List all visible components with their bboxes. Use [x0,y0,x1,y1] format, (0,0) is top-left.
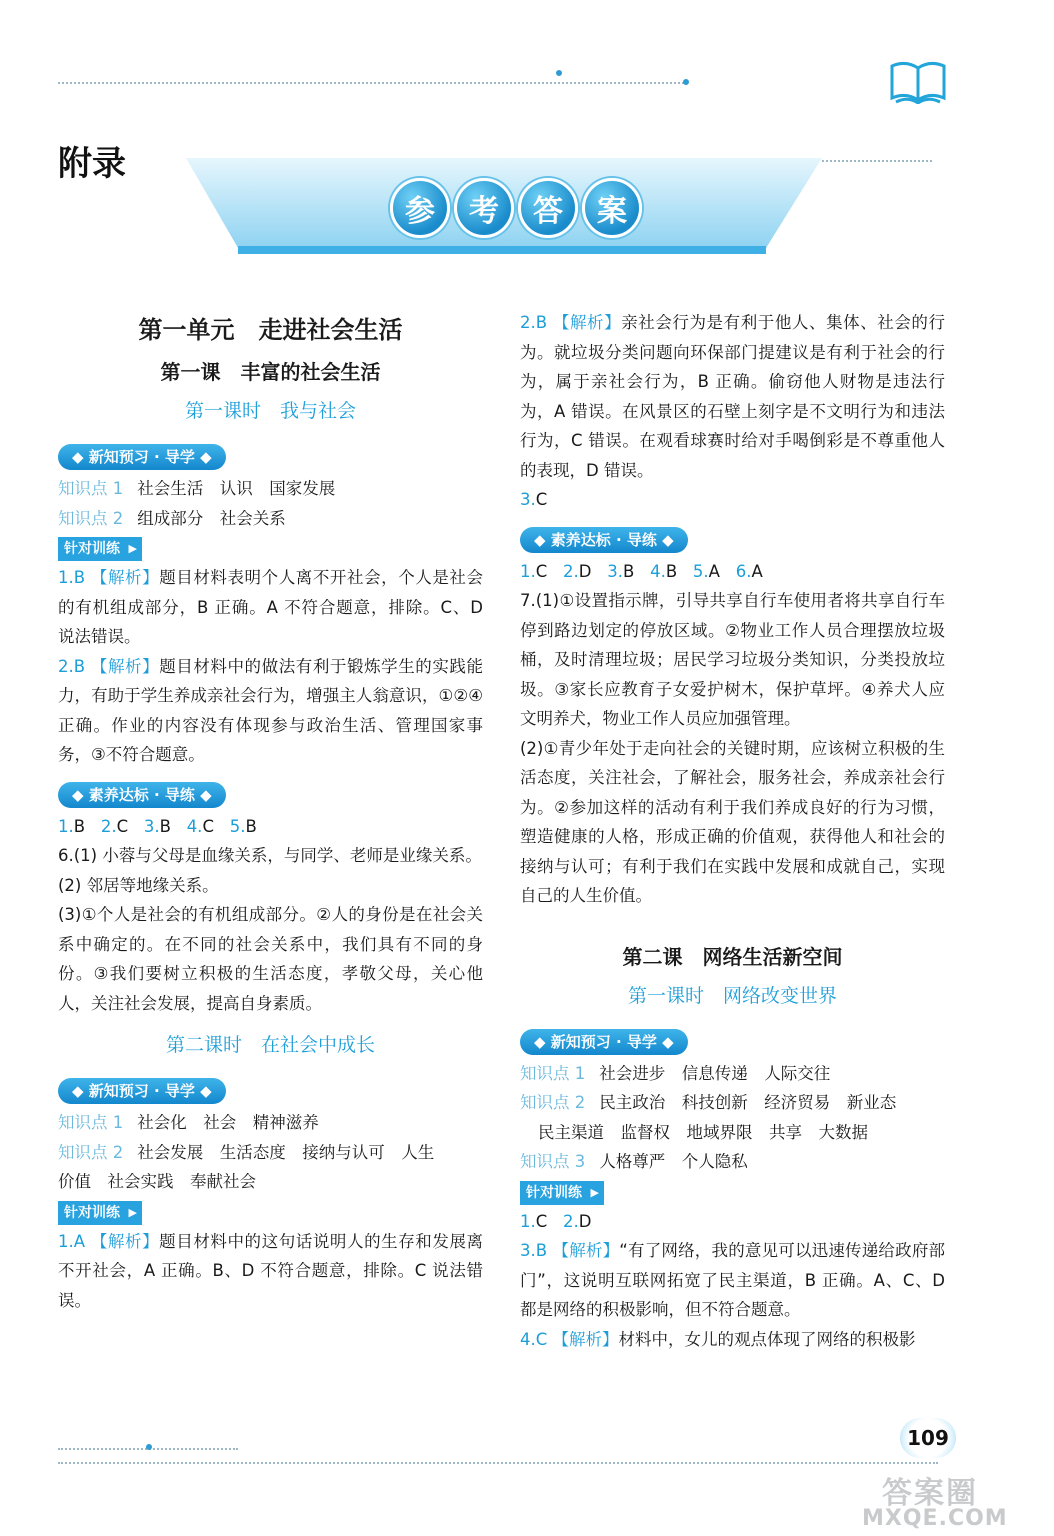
answer-row [520,485,945,515]
banner-dotted-rule [822,160,932,162]
appendix-label: 附录 [58,144,126,184]
analysis-label: 【解析】 [552,1329,619,1349]
knowledge-point [58,1108,483,1138]
answer-text: 题目材料中的这句话说明人的生存和发展离不开社会，A 正确。B、D 不符合题意，排除。C 说法错误。 [58,1231,484,1310]
knowledge-point [520,1088,945,1118]
answer-number: 4.C [520,1329,548,1349]
lesson-title: 第二课 网络生活新空间 [622,944,843,969]
training-tag: 针对训练 ▶ [58,1201,142,1225]
kp-label: 知识点 2 [58,1142,124,1162]
answer-value: B [623,561,635,581]
kp-content: 社会进步 信息传递 人际交往 [599,1063,831,1083]
footer-dot [146,1444,152,1450]
analysis-label: 【解析】 [90,568,160,587]
answer-number: 3. [520,490,536,509]
spacer [520,911,945,939]
answer-value: A [751,561,763,581]
answer-number: 3.B [520,1241,548,1260]
analysis-label: 【解析】 [552,313,622,332]
answer-text: (3)①个人是社会的有机组成部分。②人的身份是在社会关系中确定的。在不同的社会关系中，我们具有不同的身份。③我们要树立积极的生活态度，孝敬父母，关心他人，关注社会发展，提高自身素质。 [58,905,483,1013]
practice-pill: ◆ 素养达标 · 导练 ◆ [58,782,226,808]
answer-text: 题目材料中的做法有利于锻炼学生的实践能力，有助于学生养成亲社会行为，增强主人翁意识，①②④正确。作业的内容没有体现参与政治生活、管理国家事务，③不符合题意。 [58,656,484,764]
answer-item [520,586,945,734]
answer-number: 6. [735,561,752,581]
preview-pill: ◆ 新知预习 · 导学 ◆ [58,444,226,470]
answer-item [520,1236,945,1325]
answer-item [520,308,945,485]
training-tag: 针对训练 ▶ [58,537,142,561]
answer-number: 2.B [520,313,548,332]
header-dot [683,79,689,85]
answer-number: 1.B [58,568,86,587]
answer-text: (2) 邻居等地缘关系。 [58,875,219,895]
kp-label: 知识点 1 [58,1113,124,1132]
answer-row [520,557,945,587]
period-title: 第二课时 在社会中成长 [165,1034,375,1056]
answer-value: B [665,561,678,581]
answer-number: 2.B [58,656,86,676]
answer-number: 3. [607,561,623,581]
header-dot [556,70,562,76]
answer-value: B [245,816,257,836]
period-title: 第一课时 我与社会 [184,400,356,422]
answer-text: (1)①设置指示牌，引导共享自行车使用者将共享自行车停到路边划定的停放区域。②物业工作人员合理摆放垃圾桶，及时清理垃圾；居民学习垃圾分类知识，分类投放垃圾。③家长应教育子女爱护树木，保护草坪。④养犬人应文明养犬，物业工作人员应加强管理。 [520,591,945,728]
lesson-title: 第一课 丰富的社会生活 [160,360,381,384]
knowledge-point [520,1059,945,1089]
kp-content: 社会发展 生活态度 接纳与认可 人生 [137,1142,435,1162]
kp-label: 知识点 3 [520,1152,586,1171]
kp-content: 社会生活 认识 国家发展 [137,479,336,498]
answer-item [58,652,483,770]
knowledge-point [58,1138,483,1168]
left-column [58,310,483,1315]
preview-pill: ◆ 新知预习 · 导学 ◆ [58,1078,226,1104]
kp-content-continued: 价值 社会实践 奉献社会 [58,1172,256,1191]
header-dotted-rule [58,82,688,84]
answer-number: 6. [58,846,74,865]
answer-text: (2)①青少年处于走向社会的关键时期，应该树立积极的生活态度，关注社会，了解社会，服务社会，养成亲社会行为。②参加这样的活动有利于我们养成良好的行为习惯，塑造健康的人格，形成正确的价值观，获得他人和社会的接纳与认可；有利于我们在实践中发展和成就自己，实现自己的人生价值。 [520,738,945,905]
answer-value: C [535,561,548,581]
answer-value: C [202,816,214,836]
knowledge-point [58,474,483,504]
footer-dotted-rule [58,1462,938,1464]
watermark [862,1468,1042,1534]
answer-item [520,1325,945,1355]
answer-text: 亲社会行为是有利于他人、集体、社会的行为。就垃圾分类问题向环保部门提建议是有利于社会的行为，属于亲社会行为，B 正确。偷窃他人财物是违法行为，A 错误。在风景区的石壁上刻字是不文明行为和违法行为，C 错误。在观看球赛时给对手喝倒彩是不尊重他人的表现，D 错误。 [520,313,946,480]
answer-number: 1. [520,561,536,581]
answer-value: D [578,561,592,581]
answer-number: 5. [692,561,709,581]
answer-text: (1) 小蓉与父母是血缘关系，与同学、老师是业缘关系。 [73,846,482,865]
answer-item [58,563,483,652]
answer-number: 1. [520,1211,536,1231]
kp-content: 人格尊严 个人隐私 [599,1152,748,1171]
kp-label: 知识点 1 [58,479,124,498]
answer-value: C [116,816,129,836]
analysis-label: 【解析】 [552,1241,620,1260]
kp-content: 组成部分 社会关系 [137,508,286,528]
answer-number: 4. [186,816,203,836]
banner-char: 答 [518,178,578,238]
answer-number: 1.A [58,1231,86,1251]
answer-number: 2. [563,561,579,581]
analysis-label: 【解析】 [90,656,160,676]
training-tag: 针对训练 ▶ [520,1181,604,1205]
preview-pill: ◆ 新知预习 · 导学 ◆ [520,1029,688,1055]
answer-text: “有了网络，我的意见可以迅速传递给政府部门”，这说明互联网拓宽了民主渠道，B 正确。A、C、D 都是网络的积极影响，但不符合题意。 [520,1241,946,1319]
unit-title: 第一单元 走进社会生活 [138,316,403,344]
answer-text: 材料中，女儿的观点体现了网络的积极影 [618,1329,916,1349]
banner-char: 案 [582,178,642,238]
kp-content-continued: 民主渠道 监督权 地域界限 共享 大数据 [538,1122,868,1142]
answer-row [520,1207,945,1237]
banner-char: 参 [390,178,450,238]
answer-number: 7. [520,591,536,610]
page-number-badge [900,1418,956,1458]
book-icon [888,58,948,104]
watermark-top: 答案圈 [882,1476,978,1511]
knowledge-point [520,1147,945,1177]
page-number: 109 [900,1418,956,1458]
kp-content: 社会化 社会 精神滋养 [137,1113,319,1132]
period-title: 第一课时 网络改变世界 [627,984,837,1007]
answer-text: 题目材料表明个人离不开社会，个人是社会的有机组成部分，B 正确。A 不符合题意，排除。C、D 说法错误。 [58,568,484,646]
answer-number: 5. [229,816,246,836]
answer-item [58,841,483,871]
answer-value: C [535,490,548,509]
answer-number: 1. [58,816,74,836]
practice-pill: ◆ 素养达标 · 导练 ◆ [520,527,688,553]
right-column [520,308,945,1354]
answer-number: 3. [143,816,160,836]
answer-number: 2. [563,1211,579,1231]
answer-value: C [535,1211,548,1231]
answer-value: A [708,561,720,581]
answer-number: 4. [650,561,666,581]
analysis-label: 【解析】 [90,1231,160,1251]
answer-item [58,1227,483,1316]
banner-char: 考 [454,178,514,238]
answer-number: 2. [100,816,117,836]
kp-label: 知识点 1 [520,1063,586,1083]
answer-row [58,812,483,842]
kp-label: 知识点 2 [520,1093,586,1112]
knowledge-point [58,504,483,534]
watermark-bottom: MXQE.COM [862,1506,1008,1531]
answer-value: B [73,816,86,836]
banner-title [390,178,642,238]
answer-value: B [159,816,171,836]
kp-label: 知识点 2 [58,508,124,528]
answer-value: D [578,1211,592,1231]
kp-content: 民主政治 科技创新 经济贸易 新业态 [599,1093,897,1112]
